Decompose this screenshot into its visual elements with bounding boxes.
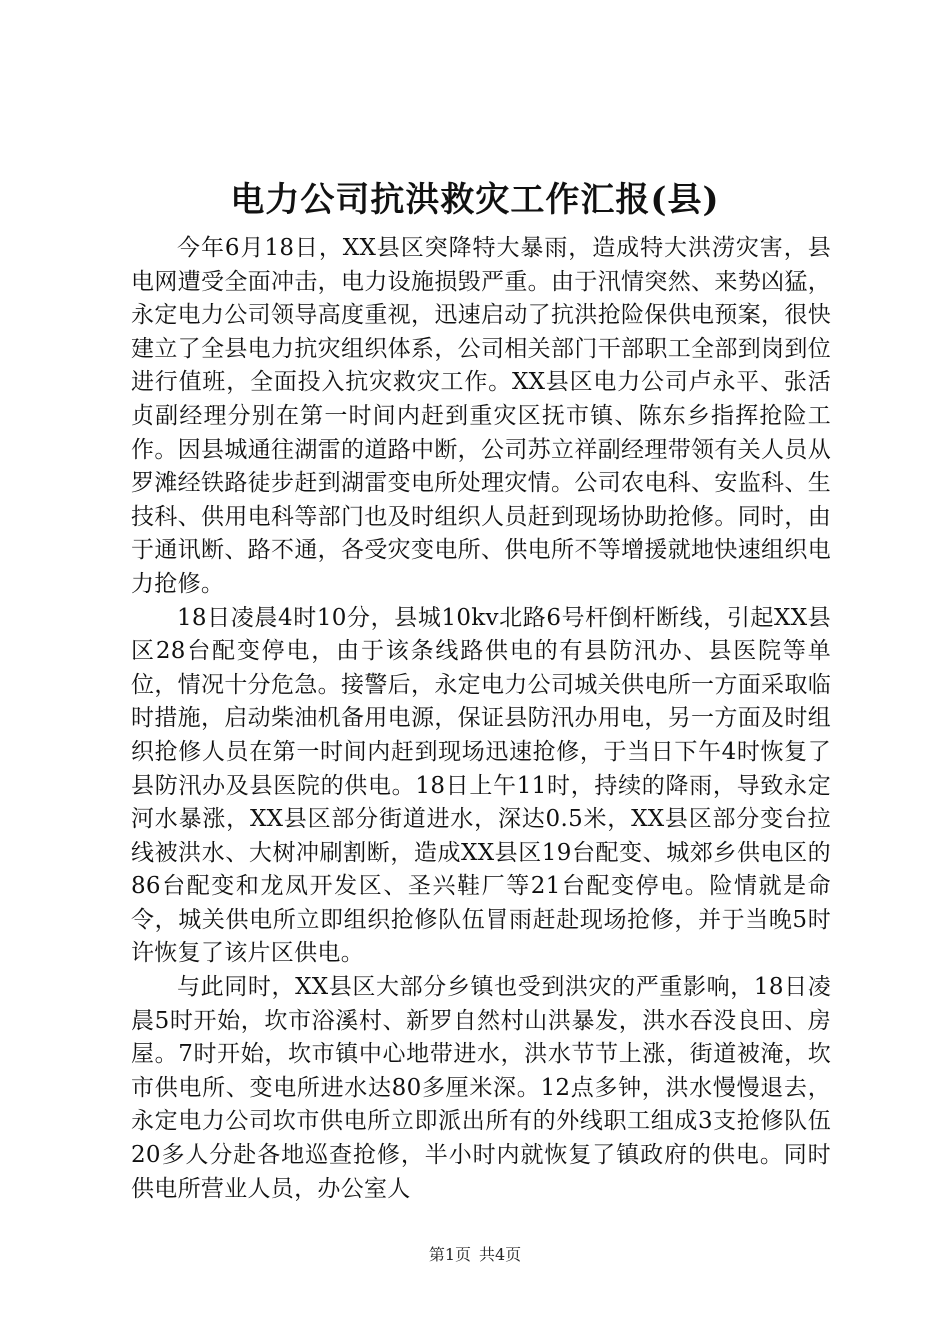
page-number: 第1页 — [428, 1245, 471, 1264]
page-footer — [0, 1244, 950, 1266]
paragraph-1: 今年6月18日，XX县区突降特大暴雨，造成特大洪涝灾害，县电网遭受全面冲击，电力设施损毁严重。由于汛情突然、来势凶猛，永定电力公司领导高度重视，迅速启动了抗洪抢险保供电预案，很快建立了全县电力抗灾组织体系，公司相关部门干部职工全部到岗到位进行值班，全面投入抗灾救灾工作。XX县区电力公司卢永平、张活贞副经理分别在第一时间内赶到重灾区抚市镇、陈东乡指挥抢险工作。因县城通往湖雷的道路中断，公司苏立祥副经理带领有关人员从罗滩经铁路徒步赶到湖雷变电所处理灾情。公司农电科、安监科、生技科、供用电科等部门也及时组织人员赶到现场协助抢修。同时，由于通讯断、路不通，各受灾变电所、供电所不等增援就地快速组织电力抢修。 — [131, 235, 831, 597]
paragraph-3: 与此同时，XX县区大部分乡镇也受到洪灾的严重影响，18日凌晨5时开始，坎市浴溪村、新罗自然村山洪暴发，洪水吞没良田、房屋。7时开始，坎市镇中心地带进水，洪水节节上涨，街道被淹，坎市供电所、变电所进水达80多厘米深。12点多钟，洪水慢慢退去，永定电力公司坎市供电所立即派出所有的外线职工组成3支抢修队伍20多人分赴各地巡查抢修，半小时内就恢复了镇政府的供电。同时供电所营业人员，办公室人 — [131, 974, 831, 1202]
document-title: 电力公司抗洪救灾工作汇报(县) — [230, 180, 720, 220]
page-total: 共4页 — [479, 1245, 522, 1264]
document-body — [131, 232, 831, 1206]
paragraph-2: 18日凌晨4时10分，县城10kv北路6号杆倒杆断线，引起XX县区28台配变停电，由于该条线路供电的有县防汛办、县医院等单位，情况十分危急。接警后，永定电力公司城关供电所一方面采取临时措施，启动柴油机备用电源，保证县防汛办用电，另一方面及时组织抢修人员在第一时间内赶到现场迅速抢修，于当日下午4时恢复了县防汛办及县医院的供电。18日上午11时，持续的降雨，导致永定河水暴涨，XX县区部分街道进水，深达0.5米，XX县区部分变台拉线被洪水、大树冲刷割断，造成XX县区19台配变、城郊乡供电区的86台配变和龙凤开发区、圣兴鞋厂等21台配变停电。险情就是命令，城关供电所立即组织抢修队伍冒雨赶赴现场抢修，并于当晚5时许恢复了该片区供电。 — [131, 604, 831, 967]
